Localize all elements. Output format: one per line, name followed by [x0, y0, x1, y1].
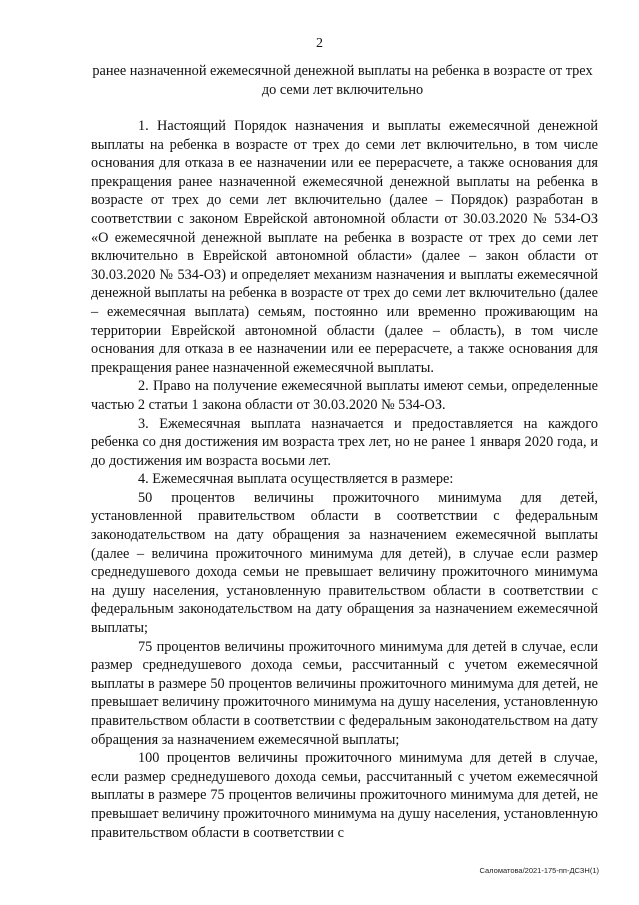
paragraph-4-item-75: 75 процентов величины прожиточного минимума для детей в случае, если размер среднедушевого дохода семьи, рассчитанный с учетом ежемесячной выплаты в размере 50 процентов величины прожиточного минимума для детей, не превышает величину прожиточного минимума на душу населения, установленную правительством области в соответствии с федеральным законодательством на дату обращения за назначением ежемесячной выплаты; [91, 638, 598, 748]
footer-document-code: Саломатова/2021-175-пп-ДСЗН(1) [479, 866, 599, 875]
paragraph-3: 3. Ежемесячная выплата назначается и предоставляется на каждого ребенка со дня достижения им возраста трех лет, но не ранее 1 января 2020 года, и до достижения им возраста восьми лет. [91, 415, 598, 469]
paragraph-2: 2. Право на получение ежемесячной выплаты имеют семьи, определенные частью 2 статьи 1 закона области от 30.03.2020 № 534-ОЗ. [91, 378, 598, 413]
paragraph-1: 1. Настоящий Порядок назначения и выплаты ежемесячной денежной выплаты на ребенка в возрасте от трех до семи лет включительно, в том числе основания для отказа в ее назначении или ее перерасчете, а также основания для прекращения ранее назначенной ежемесячной денежной выплаты на ребенка в возрасте от трех до семи лет включительно (далее – Порядок) разработан в соответствии с законом Еврейской автономной области от 30.03.2020 № 534-ОЗ «О ежемесячной денежной выплате на ребенка в возрасте от трех до семи лет включительно в Еврейской автономной области» (далее – закон области от 30.03.2020 № 534-ОЗ) и определяет механизм назначения и выплаты ежемесячной денежной выплаты на ребенка в возрасте от трех до семи лет включительно (далее – ежемесячная выплата) семьям, постоянно или временно проживающим на территории Еврейской автономной области (далее – область), в том числе основания для отказа в ее назначении или ее перерасчете, а также основания для прекращения ранее назначенной ежемесячной выплаты. [91, 118, 598, 376]
paragraph-4: 4. Ежемесячная выплата осуществляется в размере: [138, 471, 454, 488]
document-heading: ранее назначенной ежемесячной денежной выплаты на ребенка в возрасте от трех до семи лет включительно [92, 63, 593, 98]
document-body [91, 117, 598, 842]
paragraph-4-item-50: 50 процентов величины прожиточного минимума для детей, установленной правительством области в соответствии с федеральным законодательством на дату обращения за назначением ежемесячной выплаты (далее – величина прожиточного минимума для детей), в случае если размер среднедушевого дохода семьи не превышает величину прожиточного минимума на душу населения, установленную правительством области в соответствии с федеральным законодательством на дату обращения за назначением ежемесячной выплаты; [91, 489, 598, 637]
paragraph-4-item-100: 100 процентов величины прожиточного минимума для детей в случае, если размер среднедушевого дохода семьи, рассчитанный с учетом ежемесячной выплаты в размере 75 процентов величины прожиточного минимума для детей, не превышает величину прожиточного минимума на душу населения, установленную правительством области в соответствии с [91, 750, 598, 841]
page-number: 2 [316, 36, 323, 51]
